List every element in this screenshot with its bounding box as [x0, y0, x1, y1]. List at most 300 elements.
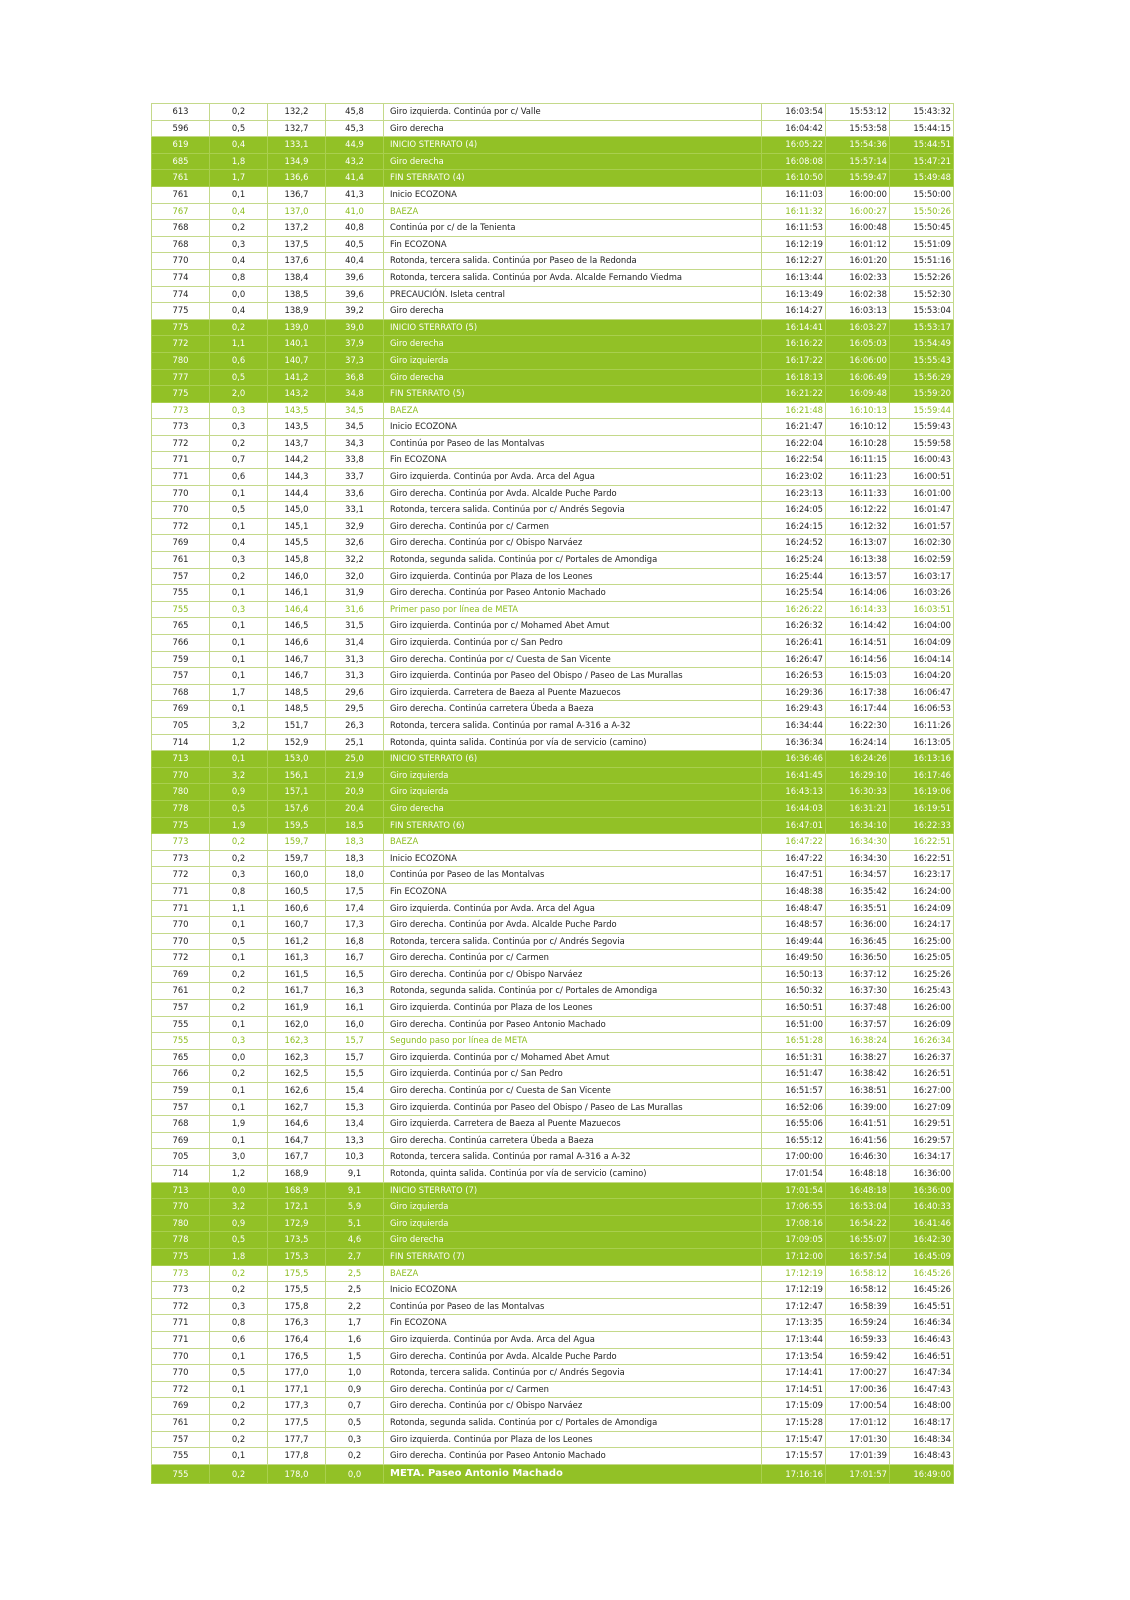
remaining-km-cell: 0,9: [326, 1381, 384, 1398]
time-slow-cell: 16:26:51: [890, 1066, 954, 1083]
time-fast-cell: 16:26:22: [762, 601, 826, 618]
time-fast-cell: 16:08:08: [762, 153, 826, 170]
partial-km-cell: 0,6: [210, 1331, 268, 1348]
total-km-cell: 164,6: [268, 1116, 326, 1133]
description-cell: Giro izquierda. Continúa por Plaza de los Leones: [384, 1431, 762, 1448]
time-fast-cell: 16:49:44: [762, 933, 826, 950]
time-fast-cell: 16:14:27: [762, 303, 826, 320]
time-slow-cell: 15:49:48: [890, 170, 954, 187]
remaining-km-cell: 36,8: [326, 369, 384, 386]
remaining-km-cell: 33,7: [326, 469, 384, 486]
partial-km-cell: 3,0: [210, 1149, 268, 1166]
remaining-km-cell: 16,5: [326, 966, 384, 983]
time-slow-cell: 16:26:37: [890, 1049, 954, 1066]
partial-km-cell: 0,2: [210, 1066, 268, 1083]
remaining-km-cell: 4,6: [326, 1232, 384, 1249]
time-fast-cell: 16:24:52: [762, 535, 826, 552]
total-km-cell: 177,1: [268, 1381, 326, 1398]
route-row: [152, 1099, 954, 1116]
total-km-cell: 159,5: [268, 817, 326, 834]
description-cell: Giro derecha. Continúa por Paseo Antonio Machado: [384, 1016, 762, 1033]
remaining-km-cell: 31,6: [326, 601, 384, 618]
description-cell: Rotonda, tercera salida. Continúa por c/ Andrés Segovia: [384, 502, 762, 519]
description-cell: Rotonda, tercera salida. Continúa por ramal A-316 a A-32: [384, 717, 762, 734]
partial-km-cell: 0,2: [210, 319, 268, 336]
route-row: [152, 1232, 954, 1249]
route-row: [152, 120, 954, 137]
partial-km-cell: 0,6: [210, 469, 268, 486]
altitude-cell: 769: [152, 1398, 210, 1415]
time-medium-cell: 16:03:27: [826, 319, 890, 336]
partial-km-cell: 2,0: [210, 386, 268, 403]
route-row: [152, 419, 954, 436]
time-slow-cell: 16:46:34: [890, 1315, 954, 1332]
partial-km-cell: 0,9: [210, 784, 268, 801]
remaining-km-cell: 2,7: [326, 1248, 384, 1265]
time-slow-cell: 16:49:00: [890, 1464, 954, 1483]
time-slow-cell: 16:23:17: [890, 867, 954, 884]
remaining-km-cell: 17,4: [326, 900, 384, 917]
route-row: [152, 552, 954, 569]
time-slow-cell: 16:47:34: [890, 1365, 954, 1382]
time-fast-cell: 17:16:16: [762, 1464, 826, 1483]
time-slow-cell: 16:06:53: [890, 701, 954, 718]
altitude-cell: 772: [152, 518, 210, 535]
total-km-cell: 134,9: [268, 153, 326, 170]
altitude-cell: 759: [152, 651, 210, 668]
route-row: [152, 1116, 954, 1133]
time-medium-cell: 16:37:48: [826, 1000, 890, 1017]
route-row: [152, 900, 954, 917]
time-fast-cell: 17:15:28: [762, 1414, 826, 1431]
description-cell: Giro derecha. Continúa por Paseo Antonio Machado: [384, 585, 762, 602]
time-slow-cell: 15:53:17: [890, 319, 954, 336]
remaining-km-cell: 33,1: [326, 502, 384, 519]
altitude-cell: 775: [152, 817, 210, 834]
time-medium-cell: 16:34:30: [826, 850, 890, 867]
time-medium-cell: 17:01:12: [826, 1414, 890, 1431]
partial-km-cell: 3,2: [210, 767, 268, 784]
altitude-cell: 714: [152, 1166, 210, 1183]
description-cell: Inicio ECOZONA: [384, 419, 762, 436]
altitude-cell: 714: [152, 734, 210, 751]
partial-km-cell: 0,3: [210, 867, 268, 884]
total-km-cell: 159,7: [268, 850, 326, 867]
roadbook-body: [152, 104, 954, 1484]
description-cell: Giro izquierda. Continúa por c/ Valle: [384, 104, 762, 121]
description-cell: INICIO STERRATO (5): [384, 319, 762, 336]
altitude-cell: 769: [152, 1132, 210, 1149]
time-medium-cell: 16:06:00: [826, 352, 890, 369]
description-cell: Giro derecha. Continúa carretera Úbeda a Baeza: [384, 701, 762, 718]
description-cell: FIN STERRATO (5): [384, 386, 762, 403]
remaining-km-cell: 29,5: [326, 701, 384, 718]
time-fast-cell: 16:41:45: [762, 767, 826, 784]
description-cell: Giro izquierda: [384, 1215, 762, 1232]
time-slow-cell: 16:45:09: [890, 1248, 954, 1265]
time-medium-cell: 16:14:56: [826, 651, 890, 668]
remaining-km-cell: 40,8: [326, 220, 384, 237]
route-row: [152, 618, 954, 635]
remaining-km-cell: 2,2: [326, 1298, 384, 1315]
partial-km-cell: 0,1: [210, 917, 268, 934]
time-fast-cell: 16:29:36: [762, 684, 826, 701]
altitude-cell: 770: [152, 1348, 210, 1365]
total-km-cell: 140,7: [268, 352, 326, 369]
route-row: [152, 1166, 954, 1183]
altitude-cell: 619: [152, 137, 210, 154]
description-cell: Giro derecha. Continúa por Paseo Antonio Machado: [384, 1448, 762, 1465]
time-medium-cell: 16:29:10: [826, 767, 890, 784]
partial-km-cell: 0,0: [210, 1182, 268, 1199]
route-row: [152, 585, 954, 602]
route-row: [152, 883, 954, 900]
remaining-km-cell: 31,4: [326, 635, 384, 652]
total-km-cell: 146,7: [268, 668, 326, 685]
altitude-cell: 761: [152, 186, 210, 203]
description-cell: Fin ECOZONA: [384, 452, 762, 469]
altitude-cell: 770: [152, 485, 210, 502]
total-km-cell: 145,5: [268, 535, 326, 552]
time-slow-cell: 16:48:34: [890, 1431, 954, 1448]
remaining-km-cell: 39,0: [326, 319, 384, 336]
route-row: [152, 1265, 954, 1282]
description-cell: Rotonda, segunda salida. Continúa por c/ Portales de Amondiga: [384, 552, 762, 569]
total-km-cell: 168,9: [268, 1182, 326, 1199]
altitude-cell: 773: [152, 850, 210, 867]
time-fast-cell: 16:50:13: [762, 966, 826, 983]
partial-km-cell: 0,3: [210, 419, 268, 436]
total-km-cell: 162,3: [268, 1049, 326, 1066]
route-row: [152, 1398, 954, 1415]
remaining-km-cell: 0,3: [326, 1431, 384, 1448]
partial-km-cell: 0,2: [210, 1464, 268, 1483]
remaining-km-cell: 18,0: [326, 867, 384, 884]
time-slow-cell: 16:01:57: [890, 518, 954, 535]
altitude-cell: 755: [152, 1016, 210, 1033]
altitude-cell: 772: [152, 867, 210, 884]
remaining-km-cell: 13,4: [326, 1116, 384, 1133]
description-cell: Giro izquierda. Continúa por Avda. Arca del Agua: [384, 1331, 762, 1348]
partial-km-cell: 0,2: [210, 435, 268, 452]
altitude-cell: 769: [152, 966, 210, 983]
time-fast-cell: 17:12:47: [762, 1298, 826, 1315]
route-row: [152, 137, 954, 154]
route-row: [152, 303, 954, 320]
partial-km-cell: 0,4: [210, 203, 268, 220]
altitude-cell: 713: [152, 751, 210, 768]
remaining-km-cell: 39,6: [326, 286, 384, 303]
remaining-km-cell: 15,7: [326, 1033, 384, 1050]
time-fast-cell: 17:13:54: [762, 1348, 826, 1365]
time-fast-cell: 16:43:13: [762, 784, 826, 801]
description-cell: Rotonda, segunda salida. Continúa por c/ Portales de Amondiga: [384, 983, 762, 1000]
time-fast-cell: 16:36:46: [762, 751, 826, 768]
route-row: [152, 1348, 954, 1365]
time-medium-cell: 16:34:57: [826, 867, 890, 884]
altitude-cell: 778: [152, 800, 210, 817]
description-cell: BAEZA: [384, 834, 762, 851]
total-km-cell: 157,6: [268, 800, 326, 817]
altitude-cell: 771: [152, 452, 210, 469]
time-slow-cell: 16:04:20: [890, 668, 954, 685]
time-medium-cell: 15:57:14: [826, 153, 890, 170]
route-row: [152, 369, 954, 386]
description-cell: Inicio ECOZONA: [384, 186, 762, 203]
time-medium-cell: 16:38:51: [826, 1083, 890, 1100]
altitude-cell: 755: [152, 1464, 210, 1483]
time-medium-cell: 16:31:21: [826, 800, 890, 817]
partial-km-cell: 0,2: [210, 966, 268, 983]
total-km-cell: 177,7: [268, 1431, 326, 1448]
route-row: [152, 966, 954, 983]
time-fast-cell: 16:50:51: [762, 1000, 826, 1017]
time-slow-cell: 15:54:49: [890, 336, 954, 353]
partial-km-cell: 0,1: [210, 701, 268, 718]
time-fast-cell: 16:13:44: [762, 269, 826, 286]
route-row: [152, 834, 954, 851]
partial-km-cell: 0,3: [210, 1298, 268, 1315]
route-row: [152, 336, 954, 353]
remaining-km-cell: 43,2: [326, 153, 384, 170]
description-cell: Giro derecha. Continúa por c/ Carmen: [384, 1381, 762, 1398]
total-km-cell: 133,1: [268, 137, 326, 154]
altitude-cell: 757: [152, 1000, 210, 1017]
time-fast-cell: 17:14:51: [762, 1381, 826, 1398]
time-medium-cell: 15:53:12: [826, 104, 890, 121]
partial-km-cell: 1,1: [210, 900, 268, 917]
remaining-km-cell: 20,9: [326, 784, 384, 801]
remaining-km-cell: 32,6: [326, 535, 384, 552]
time-slow-cell: 16:26:00: [890, 1000, 954, 1017]
time-fast-cell: 17:12:19: [762, 1282, 826, 1299]
time-slow-cell: 16:24:09: [890, 900, 954, 917]
altitude-cell: 765: [152, 1049, 210, 1066]
altitude-cell: 778: [152, 1232, 210, 1249]
description-cell: Giro izquierda. Continúa por Plaza de los Leones: [384, 568, 762, 585]
remaining-km-cell: 34,3: [326, 435, 384, 452]
total-km-cell: 156,1: [268, 767, 326, 784]
altitude-cell: 780: [152, 352, 210, 369]
description-cell: Rotonda, tercera salida. Continúa por Paseo de la Redonda: [384, 253, 762, 270]
altitude-cell: 770: [152, 253, 210, 270]
remaining-km-cell: 21,9: [326, 767, 384, 784]
route-row: [152, 452, 954, 469]
partial-km-cell: 0,2: [210, 104, 268, 121]
remaining-km-cell: 0,7: [326, 1398, 384, 1415]
route-row: [152, 502, 954, 519]
time-slow-cell: 16:13:16: [890, 751, 954, 768]
partial-km-cell: 0,5: [210, 800, 268, 817]
total-km-cell: 144,4: [268, 485, 326, 502]
remaining-km-cell: 17,5: [326, 883, 384, 900]
time-fast-cell: 16:21:47: [762, 419, 826, 436]
partial-km-cell: 1,8: [210, 153, 268, 170]
description-cell: Giro derecha. Continúa por Avda. Alcalde Puche Pardo: [384, 917, 762, 934]
time-medium-cell: 16:36:50: [826, 950, 890, 967]
remaining-km-cell: 0,2: [326, 1448, 384, 1465]
remaining-km-cell: 15,7: [326, 1049, 384, 1066]
time-medium-cell: 16:46:30: [826, 1149, 890, 1166]
route-row: [152, 1464, 954, 1483]
time-medium-cell: 16:13:38: [826, 552, 890, 569]
total-km-cell: 177,0: [268, 1365, 326, 1382]
time-medium-cell: 16:34:30: [826, 834, 890, 851]
altitude-cell: 755: [152, 585, 210, 602]
partial-km-cell: 0,8: [210, 269, 268, 286]
time-slow-cell: 15:59:20: [890, 386, 954, 403]
altitude-cell: 766: [152, 635, 210, 652]
time-medium-cell: 16:17:44: [826, 701, 890, 718]
description-cell: Giro derecha. Continúa por c/ Cuesta de San Vicente: [384, 651, 762, 668]
description-cell: BAEZA: [384, 1265, 762, 1282]
partial-km-cell: 3,2: [210, 1199, 268, 1216]
route-row: [152, 1315, 954, 1332]
route-row: [152, 1448, 954, 1465]
route-row: [152, 950, 954, 967]
remaining-km-cell: 16,1: [326, 1000, 384, 1017]
description-cell: Fin ECOZONA: [384, 883, 762, 900]
route-row: [152, 1132, 954, 1149]
time-slow-cell: 15:52:30: [890, 286, 954, 303]
total-km-cell: 141,2: [268, 369, 326, 386]
total-km-cell: 167,7: [268, 1149, 326, 1166]
time-medium-cell: 16:59:24: [826, 1315, 890, 1332]
time-slow-cell: 16:22:51: [890, 850, 954, 867]
altitude-cell: 761: [152, 1414, 210, 1431]
altitude-cell: 759: [152, 1083, 210, 1100]
remaining-km-cell: 32,2: [326, 552, 384, 569]
partial-km-cell: 1,9: [210, 1116, 268, 1133]
time-slow-cell: 15:52:26: [890, 269, 954, 286]
description-cell: Primer paso por línea de META: [384, 601, 762, 618]
remaining-km-cell: 10,3: [326, 1149, 384, 1166]
time-medium-cell: 16:13:07: [826, 535, 890, 552]
remaining-km-cell: 16,3: [326, 983, 384, 1000]
route-row: [152, 1431, 954, 1448]
route-row: [152, 203, 954, 220]
time-slow-cell: 15:44:15: [890, 120, 954, 137]
time-medium-cell: 16:24:26: [826, 751, 890, 768]
route-row: [152, 352, 954, 369]
time-fast-cell: 17:13:35: [762, 1315, 826, 1332]
time-fast-cell: 16:11:32: [762, 203, 826, 220]
time-medium-cell: 16:10:28: [826, 435, 890, 452]
remaining-km-cell: 32,0: [326, 568, 384, 585]
total-km-cell: 144,3: [268, 469, 326, 486]
remaining-km-cell: 1,0: [326, 1365, 384, 1382]
altitude-cell: 774: [152, 269, 210, 286]
altitude-cell: 768: [152, 684, 210, 701]
route-row: [152, 1365, 954, 1382]
time-fast-cell: 16:34:44: [762, 717, 826, 734]
total-km-cell: 176,4: [268, 1331, 326, 1348]
total-km-cell: 175,5: [268, 1265, 326, 1282]
partial-km-cell: 1,8: [210, 1248, 268, 1265]
route-row: [152, 983, 954, 1000]
remaining-km-cell: 1,6: [326, 1331, 384, 1348]
time-fast-cell: 16:47:51: [762, 867, 826, 884]
time-medium-cell: 16:02:33: [826, 269, 890, 286]
partial-km-cell: 0,1: [210, 186, 268, 203]
partial-km-cell: 0,5: [210, 369, 268, 386]
time-medium-cell: 16:54:22: [826, 1215, 890, 1232]
total-km-cell: 159,7: [268, 834, 326, 851]
altitude-cell: 774: [152, 286, 210, 303]
partial-km-cell: 0,1: [210, 1381, 268, 1398]
route-row: [152, 1298, 954, 1315]
total-km-cell: 157,1: [268, 784, 326, 801]
altitude-cell: 755: [152, 1448, 210, 1465]
time-fast-cell: 17:01:54: [762, 1166, 826, 1183]
total-km-cell: 146,6: [268, 635, 326, 652]
altitude-cell: 768: [152, 1116, 210, 1133]
time-fast-cell: 17:13:44: [762, 1331, 826, 1348]
time-fast-cell: 16:04:42: [762, 120, 826, 137]
altitude-cell: 775: [152, 303, 210, 320]
time-fast-cell: 16:47:22: [762, 850, 826, 867]
description-cell: Fin ECOZONA: [384, 1315, 762, 1332]
time-slow-cell: 16:03:51: [890, 601, 954, 618]
description-cell: Giro izquierda. Carretera de Baeza al Puente Mazuecos: [384, 1116, 762, 1133]
altitude-cell: 613: [152, 104, 210, 121]
time-fast-cell: 16:10:50: [762, 170, 826, 187]
time-medium-cell: 16:00:00: [826, 186, 890, 203]
remaining-km-cell: 41,0: [326, 203, 384, 220]
time-medium-cell: 16:24:14: [826, 734, 890, 751]
time-slow-cell: 15:43:32: [890, 104, 954, 121]
total-km-cell: 148,5: [268, 684, 326, 701]
partial-km-cell: 0,1: [210, 651, 268, 668]
total-km-cell: 161,5: [268, 966, 326, 983]
altitude-cell: 757: [152, 568, 210, 585]
total-km-cell: 138,4: [268, 269, 326, 286]
time-slow-cell: 16:01:47: [890, 502, 954, 519]
remaining-km-cell: 15,3: [326, 1099, 384, 1116]
description-cell: Giro derecha. Continúa por Avda. Alcalde Puche Pardo: [384, 1348, 762, 1365]
time-slow-cell: 16:47:43: [890, 1381, 954, 1398]
route-row: [152, 286, 954, 303]
total-km-cell: 138,5: [268, 286, 326, 303]
route-row: [152, 386, 954, 403]
time-fast-cell: 17:01:54: [762, 1182, 826, 1199]
route-row: [152, 170, 954, 187]
partial-km-cell: 0,2: [210, 220, 268, 237]
time-fast-cell: 17:06:55: [762, 1199, 826, 1216]
remaining-km-cell: 15,5: [326, 1066, 384, 1083]
time-slow-cell: 16:22:51: [890, 834, 954, 851]
remaining-km-cell: 26,3: [326, 717, 384, 734]
route-row: [152, 601, 954, 618]
time-slow-cell: 16:17:46: [890, 767, 954, 784]
description-cell: Giro derecha: [384, 336, 762, 353]
time-fast-cell: 16:26:41: [762, 635, 826, 652]
altitude-cell: 757: [152, 1431, 210, 1448]
altitude-cell: 777: [152, 369, 210, 386]
partial-km-cell: 0,5: [210, 502, 268, 519]
time-medium-cell: 16:11:23: [826, 469, 890, 486]
remaining-km-cell: 45,3: [326, 120, 384, 137]
altitude-cell: 775: [152, 386, 210, 403]
partial-km-cell: 0,5: [210, 933, 268, 950]
total-km-cell: 162,3: [268, 1033, 326, 1050]
description-cell: Rotonda, tercera salida. Continúa por c/ Andrés Segovia: [384, 1365, 762, 1382]
description-cell: FIN STERRATO (4): [384, 170, 762, 187]
altitude-cell: 772: [152, 336, 210, 353]
time-slow-cell: 16:04:09: [890, 635, 954, 652]
total-km-cell: 144,2: [268, 452, 326, 469]
description-cell: Continúa por Paseo de las Montalvas: [384, 867, 762, 884]
